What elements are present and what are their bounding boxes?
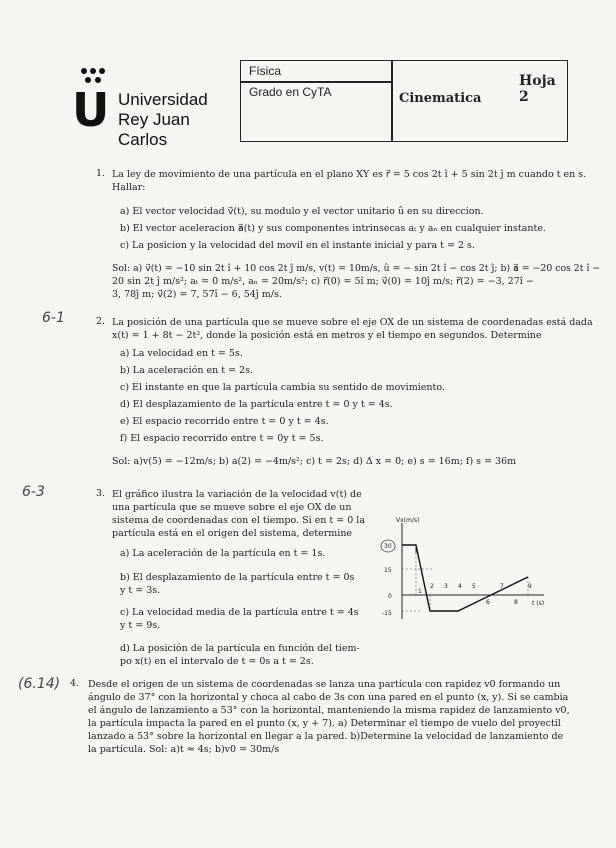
x-tick-label: 1 xyxy=(418,588,422,595)
velocity-time-graph xyxy=(372,515,548,625)
problem-4-statement-line: el ángulo de lanzamiento a 53° con la horizontal, manteniendo la misma rapidez de lanzamiento v0, xyxy=(88,705,570,716)
velocity-curve xyxy=(402,545,528,611)
problem-2-solution: Sol: a)v(5) = −12m/s; b) a(2) = −4m/s²; c) t = 2s; d) Δ x = 0; e) s = 16m; f) s = 36m xyxy=(112,456,517,467)
problem-2-statement-line: x(t) = 1 + 8t − 2t², donde la posición está en metros y el tiempo en segundos. Determine xyxy=(112,330,542,341)
x-tick-label: 4 xyxy=(458,583,462,590)
problem-2-item-f: f) El espacio recorrido entre t = 0y t = 5s. xyxy=(120,433,324,444)
problem-2-item-b: b) La aceleración en t = 2s. xyxy=(120,365,254,376)
y-tick-label: 30 xyxy=(384,543,392,550)
problem-3-number: 3. xyxy=(96,488,106,499)
y-tick-label: -15 xyxy=(382,610,392,617)
x-tick-label: 3 xyxy=(444,583,448,590)
subject-label: Física xyxy=(249,64,282,78)
problem-3-item-b-cont: y t = 3s. xyxy=(120,585,161,596)
x-tick-label: 5 xyxy=(472,583,476,590)
topic-title: Cinematica xyxy=(399,91,482,106)
problem-3-item-b: b) El desplazamiento de la partícula entre t = 0s xyxy=(120,572,355,583)
problem-1-solution-line: 3, 78ĵ m; v⃗(2) = 7, 57î − 6, 54ĵ m/s. xyxy=(112,289,282,300)
y-tick-label: 0 xyxy=(388,593,392,600)
x-tick-label: 2 xyxy=(430,583,434,590)
problem-2-item-c: c) El instante en que la partícula cambia su sentido de movimiento. xyxy=(120,382,445,393)
problem-3-statement-line: una partícula que se mueve sobre el eje OX de un xyxy=(112,502,352,513)
problem-3-item-a: a) La aceleración de la partícula en t = 1s. xyxy=(120,548,326,559)
problem-1-item-c: c) La posicion y la velocidad del movil en el instante inicial y para t = 2 s. xyxy=(120,240,475,251)
y-axis-label: Vx(m/s) xyxy=(396,517,420,524)
university-name-line2: Rey Juan Carlos xyxy=(118,110,190,149)
problem-1-item-b: b) El vector aceleracion a⃗(t) y sus componentes intrinsecas aₜ y aₙ en cualquier instante. xyxy=(120,223,546,234)
problem-2-item-a: a) La velocidad en t = 5s. xyxy=(120,348,243,359)
problem-3-item-c: c) La velocidad media de la partícula entre t = 4s xyxy=(120,607,359,618)
y-tick-label: 15 xyxy=(384,567,392,574)
problem-1-item-a: a) El vector velocidad v⃗(t), su modulo y el vector unitario û en su direccion. xyxy=(120,206,484,217)
header-table xyxy=(240,60,568,142)
x-tick-label: 6 xyxy=(486,599,490,606)
problem-3-margin-note: 6-3 xyxy=(22,484,45,500)
university-name-line1: Universidad xyxy=(118,90,208,109)
problem-2-item-d: d) El desplazamiento de la partícula entre t = 0 y t = 4s. xyxy=(120,399,393,410)
problem-3-statement-line: partícula está en el origen del sistema, determine xyxy=(112,528,353,539)
problem-4-statement-line: la partícula. Sol: a)t ≈ 4s; b)v0 = 30m/s xyxy=(88,744,280,755)
problem-4-number: 4. xyxy=(70,678,80,689)
logo-letter: U xyxy=(72,83,110,137)
x-tick-label: 8 xyxy=(514,599,518,606)
problem-1-statement-line: La ley de movimiento de una partícula en el plano XY es r⃗ = 5 cos 2t î + 5 sin 2t ĵ m cuando t en s. xyxy=(112,169,587,180)
problem-1-solution-line: Sol: a) v⃗(t) = −10 sin 2t î + 10 cos 2t ĵ m/s, v(t) = 10m/s, û = − sin 2t î − cos 2t ĵ; b) a⃗ = −20 cos 2t î − xyxy=(112,263,601,274)
problem-3-statement-line: El gráfico ilustra la variación de la velocidad v(t) de xyxy=(112,489,362,500)
problem-2-item-e: e) El espacio recorrido entre t = 0 y t = 4s. xyxy=(120,416,329,427)
problem-1-number: 1. xyxy=(96,168,106,179)
problem-2-number: 2. xyxy=(96,316,106,327)
problem-3-item-d: d) La posición de la partícula en función del tiem- xyxy=(120,643,360,654)
problem-4-statement-line: ángulo de 37° con la horizontal y choca al cabo de 3s con una pared en el punto (x, y). Si se cambia xyxy=(88,692,569,703)
problem-4-statement-line: Desde el origen de un sistema de coordenadas se lanza una partícula con rapidez v0 formando un xyxy=(88,679,561,690)
x-tick-label: 9 xyxy=(528,583,532,590)
university-name xyxy=(118,90,240,150)
problem-1-statement-line: Hallar: xyxy=(112,182,146,193)
problem-4-statement-line: lanzado a 53° sobre la horizontal en llegar a la pared. b)Determine la velocidad de lanzamiento de xyxy=(88,731,564,742)
problem-2-statement-line: La posición de una partícula que se mueve sobre el eje OX de un sistema de coordenadas está dada xyxy=(112,317,593,328)
x-tick-label: 7 xyxy=(500,583,504,590)
degree-label: Grado en CyTA xyxy=(249,85,332,99)
problem-4-statement-line: la partícula impacta la pared en el punto (x, y + 7). a) Determinar el tiempo de vuelo del proyectil xyxy=(88,718,561,729)
sheet-number: Hoja 2 xyxy=(519,73,556,105)
problem-3-item-d-cont: po x(t) en el intervalo de t = 0s a t = 2s. xyxy=(120,656,314,667)
problem-3-statement-line: sistema de coordenadas con el tiempo. Si en t = 0 la xyxy=(112,515,365,526)
x-axis-label: t (s) xyxy=(532,600,545,607)
problem-2-margin-note: 6-1 xyxy=(42,310,65,326)
problem-1-solution-line: 20 sin 2t ĵ m/s²; aₜ = 0 m/s², aₙ = 20m/s²; c) r⃗(0) = 5î m; v⃗(0) = 10ĵ m/s; r⃗(2) = −3, 27î − xyxy=(112,276,534,287)
problem-4-margin-note: (6.14) xyxy=(18,676,61,692)
university-logo xyxy=(70,62,240,149)
problem-3-item-c-cont: y t = 9s. xyxy=(120,620,161,631)
